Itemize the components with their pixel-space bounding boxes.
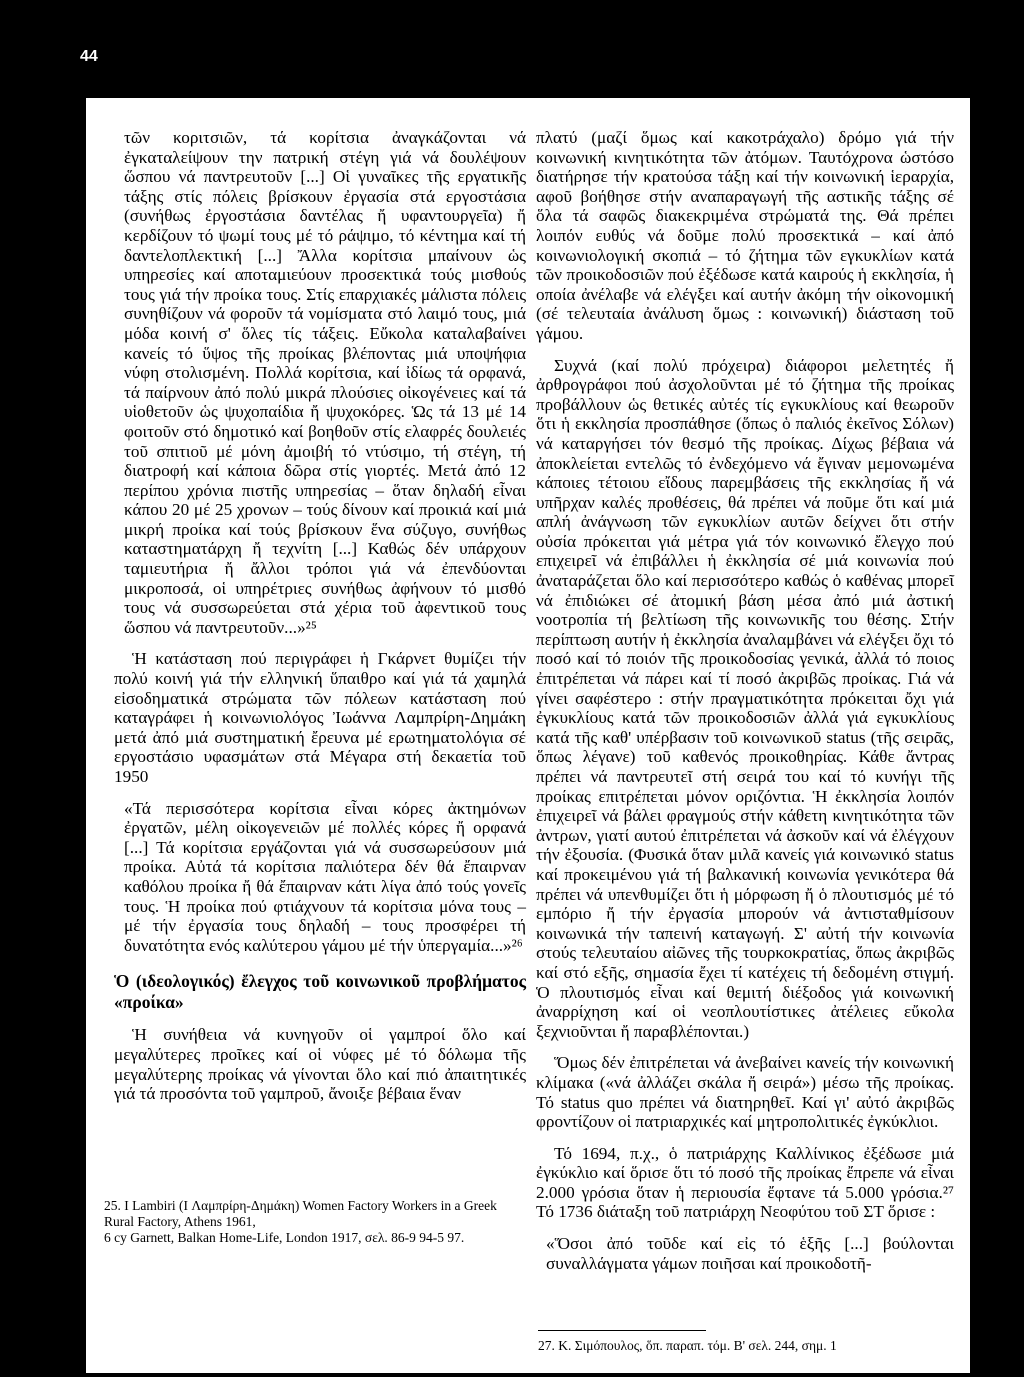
- section-heading: Ὁ (ιδεολογικός) ἔλεγχος τοῦ κοινωνικοῦ προβλήματος «προίκα»: [114, 971, 526, 1013]
- book-page: [86, 98, 970, 1373]
- right-paragraph-3: Ὅμως δέν ἐπιτρέπεται νά ἀνεβαίνει κανείς τήν κοινωνική κλίμακα («νά ἀλλάζει σκάλα ἤ σειρά») μέσω τῆς προίκας. Τό status quo πρέπει νά διατηρηθεῖ. Καί γι' αὐτό ἀκριβῶς φροντίζουν οἱ πατριαρχικές καί μητροπολιτικές ἐγκύκλιοι.: [536, 1053, 954, 1132]
- margin-mark-2: [1012, 846, 1016, 956]
- page-number: 44: [80, 48, 98, 65]
- quote-lambiri: «Τά περισσότερα κορίτσια εἶναι κόρες ἀκτημόνων ἐργατῶν, μέλη οἰκογενειῶν μέ πολλές κόρες ἤ ορφανά [...] Τά κορίτσια εργάζονται γιά νά συσσωρεύσουν μιά προίκα. Αὐτά τά κορίτσια παλιότερα δέν θά ἔπαιρναν καθόλου προίκα ἤ θά ἔπαιρναν κάτι λίγα ἀπό τούς γονεῖς τους. Ἡ προίκα πού φτιάχνουν τά κορίτσια μόνα τους – μέ τήν ἐργασία τους δηλαδή – τους προσφέρει τή δυνατότητα ενός καλύτερου γάμου μέ τήν ὑπεργαμία...»²⁶: [124, 798, 526, 955]
- footnote-25: 25. I Lambiri (I Λαμπρίρη-Δημάκη) Women Factory Workers in a Greek Rural Factory, Athens 1961,: [104, 1198, 497, 1229]
- paragraph-lambiri: Ἡ κατάσταση πού περιγράφει ἡ Γκάρνετ θυμίζει τήν πολύ κοινή γιά τήν ελληνική ὕπαιθρο καί γιά τά χαμηλά εἰσοδηματικά στρώματα τῶν πόλεων κατάσταση πού καταγράφει ἡ κοινωνιολόγος Ἰωάννα Λαμπρίρη-Δημάκη μετά ἀπό μιά συστηματική ἔρευνα μέ ερωτηματολόγια σέ εργοστάσιο υφασμάτων στά Μέγαρα στή δεκαετία τοῦ 1950: [114, 649, 526, 786]
- quote-garnett: τῶν κοριτσιῶν, τά κορίτσια ἀναγκάζονται νά ἐγκαταλείψουν την πατρική στέγη γιά νά δουλέψουν ὥσπου νά παντρευτοῦν [...] Οἱ γυναῖκες τῆς εργατικῆς τάξης στίς πόλεις βρίσκουν ἐργασία στά εργοστάσια (συνήθως ἐργοστάσια δαντέλας ἤ υφαντουργεῖα) ἤ κερδίζουν τό ψωμί τους μέ τό ράψιμο, τό κέντημα καί τή δαντελοπλεκτική [...] Ἄλλα κορίτσια μπαίνουν ὡς υπηρεσίες καί αποταμιεύουν προσεκτικά τούς μισθούς τους γιά τήν προίκα τους. Στίς επαρχιακές μάλιστα πόλεις συνηθίζουν νά φοροῦν τά νομίσματα στό λαιμό τους, μιά μόδα κοινή σ' ὅλες τίς τάξεις. Εὔκολα καταλαβαίνει κανείς τό ὕψος τῆς προίκας βλέποντας μιά υποψήφια νύφη στολισμένη. Πολλά κορίτσια, καί ἰδίως τά ορφανά, τά παίρνουν ἀπό πολύ μικρά πλούσιες οἰκογένειες καί τά υἱοθετοῦν ὡς ψυχοπαίδια ἤ ψυχοκόρες. Ὡς τά 13 μέ 14 φοιτοῦν στό δημοτικό καί βοηθοῦν στίς ελαφρές δουλειές τοῦ σπιτιοῦ μέ μόνη ἀμοιβή τό ντύσιμο, τή στέγη, τή διατροφή καί κάποια δῶρα στίς γιορτές. Μετά ἀπό 12 περίπου χρόνια πιστῆς υπηρεσίας – ὅταν δηλαδή εἶναι κάπου 20 μέ 25 χρονων – τούς δίνουν καί προικιά καί μιά μικρή προίκα καί τούς βρίσκουν ἕνα σύζυγο, συνήθως καταστηματάρχη ἤ τεχνίτη [...] Καθώς δέν υπάρχουν ταμιευτήρια ἤ ἄλλοι τρόποι γιά νά ἐπενδύονται μικροποσά, οἱ υπηρέτριες συνήθως ἀφήνουν τό μισθό τους νά συσσωρεύεται στά χέρια τοῦ ἀφεντικοῦ τους ὥσπου νά παντρευτοῦν...»²⁵: [124, 128, 526, 637]
- footnote-26: 6 cy Garnett, Balkan Home-Life, London 1917, σελ. 86-9 94-5 97.: [104, 1230, 465, 1245]
- left-column: [114, 128, 526, 1116]
- right-paragraph-2: Συχνά (καί πολύ πρόχειρα) διάφοροι μελετητές ἤ ἀρθρογράφοι πού ἀσχολοῦνται μέ τό ζήτημα τῆς προίκας προβάλλουν ὡς θετικές αὐτές τίς εγκυκλίους καί θεωροῦν ὅτι ἡ εκκλησία προσπάθησε (ὅπως ὁ παλιός ἐκεῖνος Σόλων) νά καταργήσει τόν θεσμό τῆς προίκας. Δίχως βέβαια νά ἀποκλείεται εντελῶς τό ἐνδεχόμενο νά ἔγιναν μεμονωμένα κάποιες τέτοιου εἴδους παρεμβάσεις τῆς εκκλησίας ἤ νά υπῆρχαν καλές προθέσεις, θά πρέπει νά ποῦμε ὅτι καί μιά απλή ἀνάγνωση τῶν εγκυκλίων αυτῶν δείχνει ὅτι στήν οὐσία πρόκειται γιά μέτρα γιά τόν κοινωνικό ἔλεγχο πού επιχειρεῖ νά ἐπιβάλλει ἡ ἐκκλησία σέ μιά κοινωνία πού ἀναταράζεται ὅλο καί περισσότερο καθώς ὁ καθένας μπορεῖ νά ἐπιδιώκει σέ ἀτομική βάση μέσα ἀπό μιά ἀστική νοοτροπία τή βελτίωση τῆς κοινωνικῆς του θέσης. Στήν περίπτωση αυτήν ἡ ἐκκλησία ἀναλαμβάνει νά ελέγξει ὄχι τό ποσό καί τό ποιόν τῆς προικοδοσίας γενικά, ἀλλά τό ποιος ἐπιτρέπεται νά πάρει καί τί ποσό ἀκριβῶς προίκας. Γιά νά γίνει σαφέστερο : στήν πραγματικότητα πρόκειται ὄχι γιά ἐγκυκλίους κατά τῶν προικοδοσιῶν ἀλλά γιά εγκυκλίους κατά τῆς καθ' υπέρβασιν τοῦ κοινωνικοῦ status (τῆς σειρᾶς, ὅπως λέγανε) τοῦ καθενός προικοθηρίας. Κάθε ἄντρας πρέπει νά παντρευτεῖ στή σειρά του καί τό κυνήγι τῆς προίκας επιτρέπεται μόνον οριζόντια. Ἡ ἐκκλησία λοιπόν ἐπιχειρεῖ νά βάλει φραγμούς στήν κάθετη κινητικότητα τῶν ἀντρων, γιατί αυτού ἐπιτρέπεται νά ἀσκοῦν καί νά ἐλέγχουν τήν ἐξουσία. (Φυσικά ὅταν μιλᾶ κανείς γιά κοινωνικό status καί προκειμένου γιά τή βαλκανική κοινωνία γενικότερα θά πρέπει νά υπενθυμίζει ὅτι ἡ μόρφωση ἤ ὁ πλουτισμός μέ τό εμπόριο ἤ τήν ἐργασία μπορούν νά ἀντισταθμίσουν κοινωνικά τήν ταπεινή καταγωγή. Σ' αὐτή τήν κοινωνία στούς τελευταίου αἰῶνες τῆς τουρκοκρατίας, ὅπως ἀκριβῶς καί στό εξῆς, σημασία ἔχει τί κατέχεις τή δεδομένη στιγμή. Ὁ πλουτισμός εἶναι καί θεμιτή διέξοδος γιά κοινωνική ἀναρρίχηση καί οἱ νεοπλουτίστικες ἀτέλειες εὔκολα ξεχνιοῦνται ἤ παραβλέπονται.): [536, 355, 954, 1041]
- paragraph-after-heading: Ἡ συνήθεια νά κυνηγοῦν οἱ γαμπροί ὅλο καί μεγαλύτερες προῖκες καί οἱ νύφες μέ τό δόλωμα τῆς μεγαλύτερης προίκας νά γίνονται ὅλο καί πιό ἀπαιτητικές γιά τά προσόντα τοῦ γαμπροῦ, ἄνοιξε βέβαια ἕναν: [114, 1025, 526, 1104]
- right-quote: «Ὅσοι ἀπό τοῦδε καί εἰς τό ἑξῆς [...] βούλονται συναλλάγματα γάμων ποιῆσαι καί προικοδοτῆ-: [546, 1234, 954, 1273]
- footnotes-left: [104, 1198, 514, 1246]
- margin-mark: [1012, 565, 1016, 695]
- footnote-rule: [538, 1330, 706, 1331]
- right-paragraph-1: πλατύ (μαζί ὅμως καί κακοτράχαλο) δρόμο γιά τήν κοινωνική κινητικότητα τῶν ἀτόμων. Ταυτόχρονα ὡστόσο διατήρησε τήν κρατούσα τάξη καί τήν κοινωνική ἱεραρχία, αφοῦ βοήθησε στήν αναπαραγωγή τῆς αστικῆς τάξης σέ ὅλα τά σαφῶς διακεκριμένα στρώματά της. Θά πρέπει λοιπόν ευθύς νά δοῦμε πολύ προσεκτικά – καί ἀπό κοινωνιολογική σκοπιά – τό ζήτημα τῶν εγκυκλίων κατά τῶν προικοδοσιῶν πού ἐξέδωσε κατά καιρούς ἡ εκκλησία, ἡ οποία ἀνέλαβε νά ελέγξει καί αυτήν ἀκόμη τήν οἰκονομική (σέ τελευταία ἀνάλυση ὅμως : κοινωνική) διάσταση τοῦ γάμου.: [536, 128, 954, 343]
- right-column: [536, 128, 954, 1285]
- right-paragraph-4: Τό 1694, π.χ., ὁ πατριάρχης Καλλίνικος ἐξέδωσε μιά ἐγκύκλιο καί ὅρισε ὅτι τό ποσό τῆς προίκας ἔπρεπε νά εἶναι 2.000 γρόσια ὅταν ἡ περιουσία ἔφτανε τά 5.000 γρόσια.²⁷ Τό 1736 διάταξη τοῦ πατριάρχη Νεοφύτου τοῦ ΣΤ ὅρισε :: [536, 1143, 954, 1222]
- footnote-27: 27. Κ. Σιμόπουλος, ὅπ. παραπ. τόμ. Β' σελ. 244, σημ. 1: [538, 1338, 837, 1353]
